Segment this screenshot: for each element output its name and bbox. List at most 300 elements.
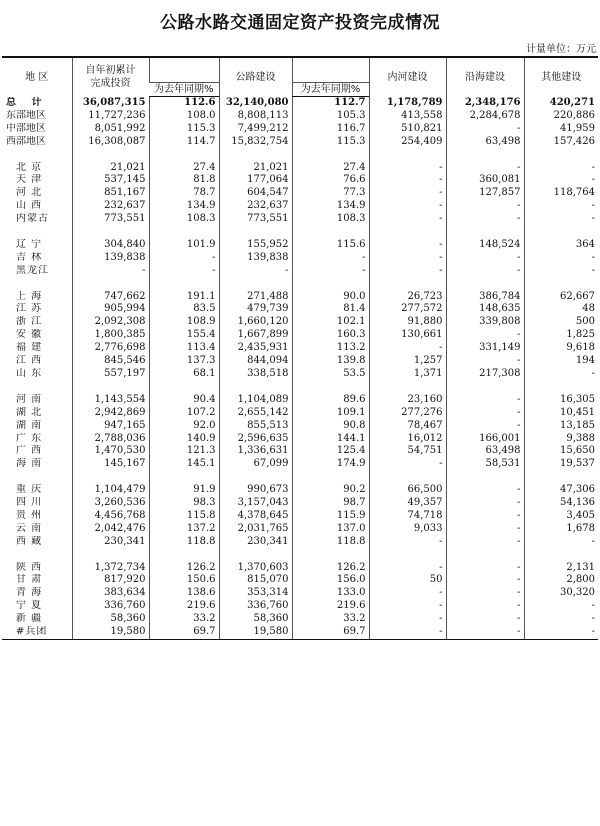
table-row: [2, 510, 598, 523]
table-row: [2, 329, 598, 342]
ytd-investment-cell: 3,260,536: [72, 497, 149, 510]
yoy-road-cell: 108.3: [292, 213, 369, 226]
ytd-investment-cell: 2,092,308: [72, 316, 149, 329]
road-cell: 271,488: [219, 291, 292, 304]
ytd-investment-cell: 537,145: [72, 174, 149, 187]
coastal-cell: 339,808: [446, 316, 524, 329]
region-cell: 四 川: [16, 497, 43, 509]
other-cell: 54,136: [524, 497, 598, 510]
region-cell: 内蒙古: [16, 213, 49, 225]
ytd-investment-cell: [72, 149, 149, 162]
other-cell: 19,537: [524, 458, 598, 471]
region-cell: 河 北: [16, 187, 43, 199]
yoy-total-cell: 150.6: [149, 574, 219, 587]
road-cell: 604,547: [219, 187, 292, 200]
ytd-investment-cell: 16,308,087: [72, 136, 149, 149]
road-cell: 19,580: [219, 626, 292, 639]
spacer-row: [2, 471, 598, 484]
inland-cell: -: [369, 265, 446, 278]
road-cell: 773,551: [219, 213, 292, 226]
yoy-total-cell: 108.9: [149, 316, 219, 329]
table-row: [2, 484, 598, 497]
other-cell: 420,271: [524, 97, 598, 110]
region-cell: 上 海: [16, 290, 43, 302]
coastal-cell: -: [446, 355, 524, 368]
ytd-investment-cell: 845,546: [72, 355, 149, 368]
road-cell: 1,104,089: [219, 394, 292, 407]
coastal-cell: -: [446, 252, 524, 265]
region-cell: 青 海: [16, 587, 43, 599]
yoy-road-cell: 174.9: [292, 458, 369, 471]
coastal-cell: -: [446, 510, 524, 523]
other-cell: [524, 471, 598, 484]
other-cell: 220,886: [524, 110, 598, 123]
coastal-cell: -: [446, 162, 524, 175]
region-cell: 新 疆: [16, 613, 43, 625]
coastal-cell: 166,001: [446, 433, 524, 446]
region-cell: 吉 林: [16, 251, 43, 263]
yoy-total-cell: [149, 381, 219, 394]
coastal-cell: -: [446, 600, 524, 613]
ytd-investment-cell: 304,840: [72, 239, 149, 252]
other-cell: 157,426: [524, 136, 598, 149]
ytd-investment-cell: 58,360: [72, 613, 149, 626]
coastal-cell: [446, 149, 524, 162]
other-cell: -: [524, 536, 598, 549]
table-body: [2, 97, 598, 640]
inland-cell: 130,661: [369, 329, 446, 342]
inland-cell: 26,723: [369, 291, 446, 304]
region-cell: 陕 西: [16, 561, 43, 573]
ytd-investment-cell: [72, 471, 149, 484]
inland-cell: 1,178,789: [369, 97, 446, 110]
yoy-road-cell: 144.1: [292, 433, 369, 446]
coastal-cell: -: [446, 484, 524, 497]
coastal-cell: 386,784: [446, 291, 524, 304]
road-cell: 15,832,754: [219, 136, 292, 149]
other-cell: 1,678: [524, 523, 598, 536]
other-cell: 118,764: [524, 187, 598, 200]
region-cell: 宁 夏: [16, 600, 43, 612]
road-cell: 2,596,635: [219, 433, 292, 446]
coastal-cell: 331,149: [446, 342, 524, 355]
region-cell: 云 南: [16, 522, 43, 534]
yoy-road-cell: [292, 549, 369, 562]
ytd-investment-cell: [72, 549, 149, 562]
yoy-total-cell: 83.5: [149, 303, 219, 316]
yoy-road-cell: 137.0: [292, 523, 369, 536]
other-cell: -: [524, 162, 598, 175]
total-row: [2, 97, 598, 110]
table-row: [2, 394, 598, 407]
coastal-cell: 127,857: [446, 187, 524, 200]
table-row: [2, 562, 598, 575]
inland-cell: 50: [369, 574, 446, 587]
road-cell: 32,140,080: [219, 97, 292, 110]
inland-cell: 74,718: [369, 510, 446, 523]
summary-row: [2, 123, 598, 136]
yoy-total-cell: 219.6: [149, 600, 219, 613]
coastal-cell: 63,498: [446, 445, 524, 458]
inland-cell: 16,012: [369, 433, 446, 446]
coastal-cell: 58,531: [446, 458, 524, 471]
yoy-road-cell: [292, 149, 369, 162]
yoy-road-cell: 126.2: [292, 562, 369, 575]
ytd-investment-cell: 2,942,869: [72, 407, 149, 420]
spacer-row: [2, 226, 598, 239]
region-cell: 江 西: [16, 355, 43, 367]
road-cell: 3,157,043: [219, 497, 292, 510]
coastal-cell: 2,284,678: [446, 110, 524, 123]
yoy-road-cell: 109.1: [292, 407, 369, 420]
ytd-investment-cell: 747,662: [72, 291, 149, 304]
ytd-investment-cell: [72, 278, 149, 291]
yoy-road-cell: 27.4: [292, 162, 369, 175]
other-cell: -: [524, 368, 598, 381]
table-row: [2, 587, 598, 600]
road-cell: 58,360: [219, 613, 292, 626]
coastal-cell: -: [446, 626, 524, 639]
yoy-road-cell: -: [292, 252, 369, 265]
header-ytd-investment: 自年初累计 完成投资: [72, 57, 149, 97]
ytd-investment-cell: 2,776,698: [72, 342, 149, 355]
coastal-cell: 2,348,176: [446, 97, 524, 110]
road-cell: 855,513: [219, 420, 292, 433]
yoy-total-cell: 134.9: [149, 200, 219, 213]
inland-cell: 277,572: [369, 303, 446, 316]
summary-row: [2, 110, 598, 123]
road-cell: [219, 278, 292, 291]
other-cell: 364: [524, 239, 598, 252]
coastal-cell: 148,524: [446, 239, 524, 252]
road-cell: 479,739: [219, 303, 292, 316]
yoy-road-cell: 115.3: [292, 136, 369, 149]
region-cell: 安 徽: [16, 329, 43, 341]
ytd-investment-cell: 947,165: [72, 420, 149, 433]
table-row: [2, 213, 598, 226]
header-other-construction: 其他建设: [524, 57, 598, 97]
yoy-road-cell: 156.0: [292, 574, 369, 587]
other-cell: -: [524, 252, 598, 265]
coastal-cell: -: [446, 213, 524, 226]
yoy-total-cell: 118.8: [149, 536, 219, 549]
yoy-total-cell: [149, 549, 219, 562]
coastal-cell: -: [446, 407, 524, 420]
ytd-investment-cell: 4,456,768: [72, 510, 149, 523]
yoy-total-cell: 138.6: [149, 587, 219, 600]
region-cell: 重 庆: [16, 484, 43, 496]
yoy-road-cell: [292, 471, 369, 484]
ytd-investment-cell: 145,167: [72, 458, 149, 471]
other-cell: [524, 381, 598, 394]
table-row: [2, 407, 598, 420]
region-cell: 海 南: [16, 458, 43, 470]
region-cell: 福 建: [16, 342, 43, 354]
yoy-road-cell: 115.9: [292, 510, 369, 523]
inland-cell: 78,467: [369, 420, 446, 433]
other-cell: 10,451: [524, 407, 598, 420]
region-cell: [2, 471, 72, 484]
table-row: [2, 574, 598, 587]
ytd-investment-cell: 19,580: [72, 626, 149, 639]
road-cell: 844,094: [219, 355, 292, 368]
table-row: [2, 252, 598, 265]
table-row: [2, 445, 598, 458]
inland-cell: -: [369, 342, 446, 355]
road-cell: 67,099: [219, 458, 292, 471]
other-cell: 13,185: [524, 420, 598, 433]
ytd-investment-cell: 336,760: [72, 600, 149, 613]
yoy-road-cell: [292, 278, 369, 291]
road-cell: 7,499,212: [219, 123, 292, 136]
inland-cell: [369, 278, 446, 291]
table-row: [2, 355, 598, 368]
yoy-road-cell: -: [292, 265, 369, 278]
road-cell: 139,838: [219, 252, 292, 265]
coastal-cell: -: [446, 523, 524, 536]
table-row: [2, 600, 598, 613]
inland-cell: 23,160: [369, 394, 446, 407]
coastal-cell: -: [446, 200, 524, 213]
ytd-investment-cell: 773,551: [72, 213, 149, 226]
coastal-cell: -: [446, 123, 524, 136]
region-cell: [2, 549, 72, 562]
table-row: [2, 303, 598, 316]
yoy-total-cell: [149, 278, 219, 291]
other-cell: 16,305: [524, 394, 598, 407]
table-row: [2, 433, 598, 446]
yoy-total-cell: 27.4: [149, 162, 219, 175]
region-cell: [2, 226, 72, 239]
other-cell: 30,320: [524, 587, 598, 600]
coastal-cell: 148,635: [446, 303, 524, 316]
other-cell: 15,650: [524, 445, 598, 458]
yoy-total-cell: [149, 471, 219, 484]
road-cell: 232,637: [219, 200, 292, 213]
ytd-investment-cell: 8,051,992: [72, 123, 149, 136]
header-yoy-road: 为去年同期%: [292, 83, 369, 97]
yoy-total-cell: [149, 149, 219, 162]
road-cell: 1,336,631: [219, 445, 292, 458]
road-cell: 990,673: [219, 484, 292, 497]
inland-cell: 277,276: [369, 407, 446, 420]
ytd-investment-cell: -: [72, 265, 149, 278]
road-cell: 177,064: [219, 174, 292, 187]
inland-cell: -: [369, 536, 446, 549]
table-row: [2, 174, 598, 187]
road-cell: [219, 149, 292, 162]
spacer-row: [2, 149, 598, 162]
table-row: [2, 420, 598, 433]
region-cell: 西 藏: [16, 535, 43, 547]
coastal-cell: -: [446, 587, 524, 600]
table-row: [2, 187, 598, 200]
header-yoy-total: 为去年同期%: [149, 83, 219, 97]
other-cell: 9,618: [524, 342, 598, 355]
coastal-cell: 360,081: [446, 174, 524, 187]
coastal-cell: -: [446, 536, 524, 549]
region-cell: [2, 381, 72, 394]
table-row: [2, 523, 598, 536]
ytd-investment-cell: 1,470,530: [72, 445, 149, 458]
coastal-cell: [446, 278, 524, 291]
coastal-cell: [446, 549, 524, 562]
ytd-investment-cell: 817,920: [72, 574, 149, 587]
ytd-investment-cell: 1,104,479: [72, 484, 149, 497]
yoy-total-cell: 126.2: [149, 562, 219, 575]
road-cell: 8,808,113: [219, 110, 292, 123]
yoy-road-cell: 133.0: [292, 587, 369, 600]
region-cell: 西部地区: [6, 135, 46, 147]
ytd-investment-cell: 230,341: [72, 536, 149, 549]
other-cell: -: [524, 265, 598, 278]
ytd-investment-cell: [72, 381, 149, 394]
coastal-cell: 63,498: [446, 136, 524, 149]
region-cell: #兵团: [2, 626, 72, 639]
other-cell: 3,405: [524, 510, 598, 523]
coastal-cell: -: [446, 574, 524, 587]
other-cell: -: [524, 600, 598, 613]
yoy-total-cell: 191.1: [149, 291, 219, 304]
other-cell: -: [524, 174, 598, 187]
inland-cell: -: [369, 162, 446, 175]
coastal-cell: 217,308: [446, 368, 524, 381]
yoy-total-cell: 113.4: [149, 342, 219, 355]
yoy-road-cell: 105.3: [292, 110, 369, 123]
road-cell: 2,655,142: [219, 407, 292, 420]
spacer-row: [2, 381, 598, 394]
table-row: [2, 342, 598, 355]
yoy-total-cell: 115.3: [149, 123, 219, 136]
inland-cell: [369, 549, 446, 562]
yoy-total-cell: 98.3: [149, 497, 219, 510]
road-cell: 1,660,120: [219, 316, 292, 329]
yoy-total-cell: -: [149, 252, 219, 265]
ytd-investment-cell: 11,727,236: [72, 110, 149, 123]
yoy-total-cell: [149, 226, 219, 239]
yoy-road-cell: [292, 226, 369, 239]
table-row: [2, 265, 598, 278]
inland-cell: 510,821: [369, 123, 446, 136]
inland-cell: -: [369, 613, 446, 626]
inland-cell: -: [369, 458, 446, 471]
inland-cell: -: [369, 213, 446, 226]
unit-label: 计量单位：万元: [526, 44, 596, 55]
yoy-total-cell: 107.2: [149, 407, 219, 420]
other-cell: 47,306: [524, 484, 598, 497]
coastal-cell: -: [446, 394, 524, 407]
coastal-cell: -: [446, 562, 524, 575]
yoy-road-cell: 139.8: [292, 355, 369, 368]
inland-cell: -: [369, 562, 446, 575]
yoy-total-cell: 140.9: [149, 433, 219, 446]
region-cell: 天 津: [16, 174, 43, 186]
road-cell: [219, 549, 292, 562]
region-cell: 甘 肃: [16, 574, 43, 586]
yoy-road-cell: 89.6: [292, 394, 369, 407]
road-cell: 2,031,765: [219, 523, 292, 536]
table-row: [2, 239, 598, 252]
inland-cell: -: [369, 626, 446, 639]
coastal-cell: -: [446, 420, 524, 433]
yoy-total-cell: 112.6: [149, 97, 219, 110]
road-cell: [219, 381, 292, 394]
yoy-total-cell: 33.2: [149, 613, 219, 626]
yoy-road-cell: 118.8: [292, 536, 369, 549]
ytd-investment-cell: 2,788,036: [72, 433, 149, 446]
inland-cell: 254,409: [369, 136, 446, 149]
header-coastal-construction: 沿海建设: [446, 57, 524, 97]
inland-cell: -: [369, 174, 446, 187]
road-cell: [219, 226, 292, 239]
region-cell: 浙 江: [16, 316, 43, 328]
ytd-investment-cell: 557,197: [72, 368, 149, 381]
other-cell: 48: [524, 303, 598, 316]
road-cell: 336,760: [219, 600, 292, 613]
other-cell: 1,825: [524, 329, 598, 342]
yoy-road-cell: 69.7: [292, 626, 369, 639]
investment-table: [2, 56, 598, 640]
region-cell: 广 西: [16, 445, 43, 457]
header-yoy-total-blank: [149, 57, 219, 83]
other-cell: -: [524, 626, 598, 639]
inland-cell: -: [369, 187, 446, 200]
inland-cell: -: [369, 239, 446, 252]
inland-cell: 413,558: [369, 110, 446, 123]
yoy-road-cell: 160.3: [292, 329, 369, 342]
inland-cell: 66,500: [369, 484, 446, 497]
road-cell: 815,070: [219, 574, 292, 587]
yoy-road-cell: [292, 381, 369, 394]
region-cell: 江 苏: [16, 303, 43, 315]
yoy-total-cell: 155.4: [149, 329, 219, 342]
road-cell: 1,370,603: [219, 562, 292, 575]
yoy-total-cell: 137.3: [149, 355, 219, 368]
table-row: [2, 368, 598, 381]
region-cell: 贵 州: [16, 509, 43, 521]
table-row: [2, 200, 598, 213]
ytd-investment-cell: 2,042,476: [72, 523, 149, 536]
region-cell: [2, 278, 72, 291]
inland-cell: 49,357: [369, 497, 446, 510]
summary-row: [2, 136, 598, 149]
table-row: [2, 316, 598, 329]
inland-cell: -: [369, 587, 446, 600]
yoy-road-cell: 90.8: [292, 420, 369, 433]
other-cell: 194: [524, 355, 598, 368]
inland-cell: 1,257: [369, 355, 446, 368]
region-cell: [2, 149, 72, 162]
table-row: [2, 291, 598, 304]
coastal-cell: -: [446, 265, 524, 278]
yoy-road-cell: 115.6: [292, 239, 369, 252]
yoy-total-cell: 91.9: [149, 484, 219, 497]
yoy-total-cell: 115.8: [149, 510, 219, 523]
yoy-road-cell: 112.7: [292, 97, 369, 110]
coastal-cell: -: [446, 613, 524, 626]
yoy-total-cell: 92.0: [149, 420, 219, 433]
inland-cell: [369, 149, 446, 162]
page-title: 公路水路交通固定资产投资完成情况: [160, 13, 440, 33]
spacer-row: [2, 549, 598, 562]
region-cell: 辽 宁: [16, 238, 43, 250]
other-cell: [524, 549, 598, 562]
region-cell: 山 东: [16, 367, 43, 379]
table-row: [2, 536, 598, 549]
yoy-total-cell: 81.8: [149, 174, 219, 187]
yoy-total-cell: 108.0: [149, 110, 219, 123]
ytd-investment-cell: [72, 226, 149, 239]
